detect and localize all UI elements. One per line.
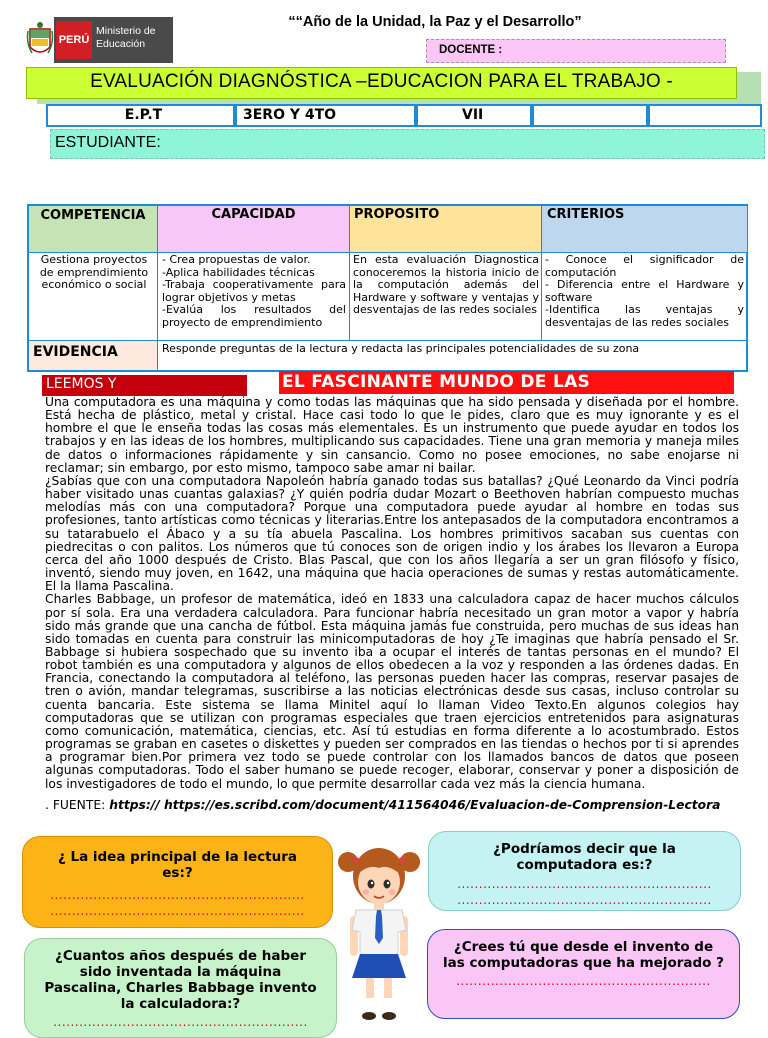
question-box-improved[interactable] [427, 929, 740, 1019]
table-divider [157, 341, 158, 370]
docente-field[interactable]: DOCENTE : [426, 39, 726, 63]
student-girl-illustration [336, 838, 422, 1024]
question-text: ¿ La idea principal de la lectura es:? [57, 849, 298, 881]
criterio-item: -Identifica las ventajas y desventajas de las redes sociales [545, 303, 744, 329]
capacidad-item: -Aplica habilidades técnicas [162, 265, 315, 279]
competencia-text: Gestiona proyectos de emprendimiento económico o social [39, 253, 149, 291]
reading-paragraph: Una computadora es una máquina y como todas las máquinas que ha sido pensada y diseñada por el hombre. Está hecha de plástico, metal y cristal. Hace casi todo lo que le pides, claro que es muy ignorante y es el hombre el que le enseña todas las cosas más elementales. Es un instrumento que puede ayudar en todos los trabajos y en las ideas de los hombres, multiplicando sus capacidades. Tiene una gran memoria y maneja miles de datos o informaciones rápidamente y sin cansancio. Como no posee emociones, no sabe enojarse ni reclamar; sin embargo, por esto mismo, tampoco sabe amar ni bailar. [45, 395, 739, 475]
ministerio-banner [54, 17, 173, 63]
table-divider [349, 206, 350, 341]
evidencia-text: Responde preguntas de la lectura y redacta las principales potencialidades de su zona [162, 342, 640, 355]
table-divider [157, 206, 158, 341]
info-empty-1[interactable] [532, 104, 648, 127]
info-grade: 3ERO Y 4TO [235, 104, 416, 127]
capacidad-item: -Evalúa los resultados del proyecto de emprendimiento [162, 303, 346, 329]
evidencia-label: EVIDENCIA [29, 341, 157, 370]
reading-paragraph: Charles Babbage, un profesor de matemática, ideó en 1833 una calculadora capaz de hacer muchos cálculos por sí sola. Era una verdadera calculadora. Para funcionar habría necesitado un gran motor a vapor y habría sido más grande que una cancha de fútbol. Esta máquina jamás fue construida, pero muchas de sus ideas han sido tomadas en cuenta para construir las minicomputadoras de hoy ¿Te imaginas que habría pensado el Sr. Babbage si hubiera sospechado que su invento iba a ocupar el interés de tantas personas en el mundo? El robot también es una computadora y algunos de ellos obedecen a la voz y responden a las órdenes dadas. En Francia, conectando la computadora al teléfono, las personas pueden hacer las compras, reservar pasajes de tren o avión, mandar telegramas, suscribirse a las noticias electrónicas desde sus casas, incluso controlar su cuenta bancaria. Este sistema se llama Minitel aquí lo llaman Video Texto.En algunos colegios hay computadoras que se utilizan con programas especiales que traen ejercicios entretenidos para asignaturas como comunicación, matemática, ciencias, etc. Así tú estudias en forma diferente a lo acostumbrado. Estos programas se graban en casetes o diskettes y pueden ser comprados en las tiendas o hechos por ti si aprendes a programar bien.Por primera vez todo se puede controlar con los llamados bancos de datos que poseen algunas computadoras. Todo el saber humano se puede recoger, elaborar, conservar y poner a disposición de los investigadores de todo el mundo, lo que permite desarrollar cada vez más la ciencia humana. [45, 592, 739, 791]
question-text: ¿Cuantos años después de haber sido inventada la máquina Pascalina, Charles Babbage invento la calculadora:? [44, 948, 317, 1012]
ministerio-logo [26, 17, 173, 63]
capacidad-item: -Trabaja cooperativamente para lograr objetivos y metas [162, 278, 346, 304]
capacidad-list [162, 254, 346, 329]
criterio-item: - Conoce el significador de computación [545, 253, 744, 279]
header-proposito: PROPOSITO [350, 206, 541, 252]
source-link[interactable]: https:// https://es.scribd.com/document/411564046/Evaluacion-de-Comprension-Lectora [109, 798, 721, 812]
page-title: EVALUACIÓN DIAGNÓSTICA –EDUCACION PARA EL TRABAJO - [26, 67, 737, 99]
estudiante-field[interactable]: ESTUDIANTE: [50, 129, 765, 159]
criterios-list [545, 254, 744, 329]
proposito-text: En esta evaluación Diagnostica conoceremos la historia inicio de la computación además del Hardware y software y ventajas y desventajas de las redes sociales [353, 253, 539, 316]
header-criterios: CRITERIOS [542, 206, 747, 252]
question-box-years[interactable] [24, 938, 337, 1038]
info-empty-2[interactable] [648, 104, 762, 127]
question-box-main-idea[interactable] [22, 836, 333, 928]
answer-line[interactable]: ........................................................... [456, 974, 711, 988]
info-cycle: VII [416, 104, 532, 127]
capacidad-item: - Crea propuestas de valor. [162, 253, 311, 266]
peru-label: PERÚ [56, 21, 92, 59]
answer-line[interactable]: ........................................................... [457, 893, 712, 907]
answer-line[interactable]: ........................................................... [50, 888, 305, 902]
reading-text [45, 396, 739, 791]
question-text: ¿Crees tú que desde el invento de las computadoras que ha mejorado ? [442, 939, 724, 971]
source-label: . FUENTE: [45, 798, 106, 812]
table-divider [29, 340, 746, 341]
reading-paragraph: ¿Sabías que con una computadora Napoleón habría ganado todas sus batallas? ¿Qué Leonardo da Vinci podría haber visitado unas cuantas galaxias? ¿Y quién podría dudar Mozart o Beethoven habrían compuesto muchas melodías más con una computadora? Porque una computadora puede ayudar al hombre en todas sus profesiones, tanto artísticas como técnicas y literarias.Entre los antepasados de la computadora encontramos a su tatarabuelo el Ábaco y a su tía abuela Pascalina. Los hombres primitivos sacaban sus cuentas con piedrecitas o con palitos. Los números que tú conoces son de origen indio y los árabes los llevaron a Europa cerca del año 1000 después de Cristo. Blas Pascal, que con los años llegaría a ser un gran filósofo y físico, inventó, siendo muy joven, en 1642, una máquina que hacia operaciones de sumas y restas automáticamente. El la llama Pascalina. [45, 473, 739, 594]
answer-line[interactable]: ........................................................... [50, 904, 305, 918]
answer-line[interactable]: ........................................................... [53, 1015, 308, 1029]
coat-of-arms-icon [26, 17, 54, 63]
table-divider [29, 252, 746, 253]
year-title: ““Año de la Unidad, la Paz y el Desarrollo” [288, 14, 582, 30]
header-competencia: COMPETENCIA [29, 206, 157, 252]
header-capacidad: CAPACIDAD [158, 206, 349, 252]
question-box-computer[interactable] [428, 831, 741, 911]
source-line [45, 798, 745, 812]
criterio-item: - Diferencia entre el Hardware y software [545, 278, 744, 304]
leemos-label: LEEMOS Y [42, 375, 247, 396]
info-area: E.P.T [46, 104, 235, 127]
competencia-table [27, 204, 748, 372]
answer-line[interactable]: ........................................................... [457, 877, 712, 891]
reading-title: EL FASCINANTE MUNDO DE LAS [279, 371, 734, 394]
table-divider [541, 206, 542, 341]
ministerio-label: Ministerio de Educación [96, 25, 156, 50]
question-text: ¿Podríamos decir que la computadora es:? [493, 841, 676, 873]
